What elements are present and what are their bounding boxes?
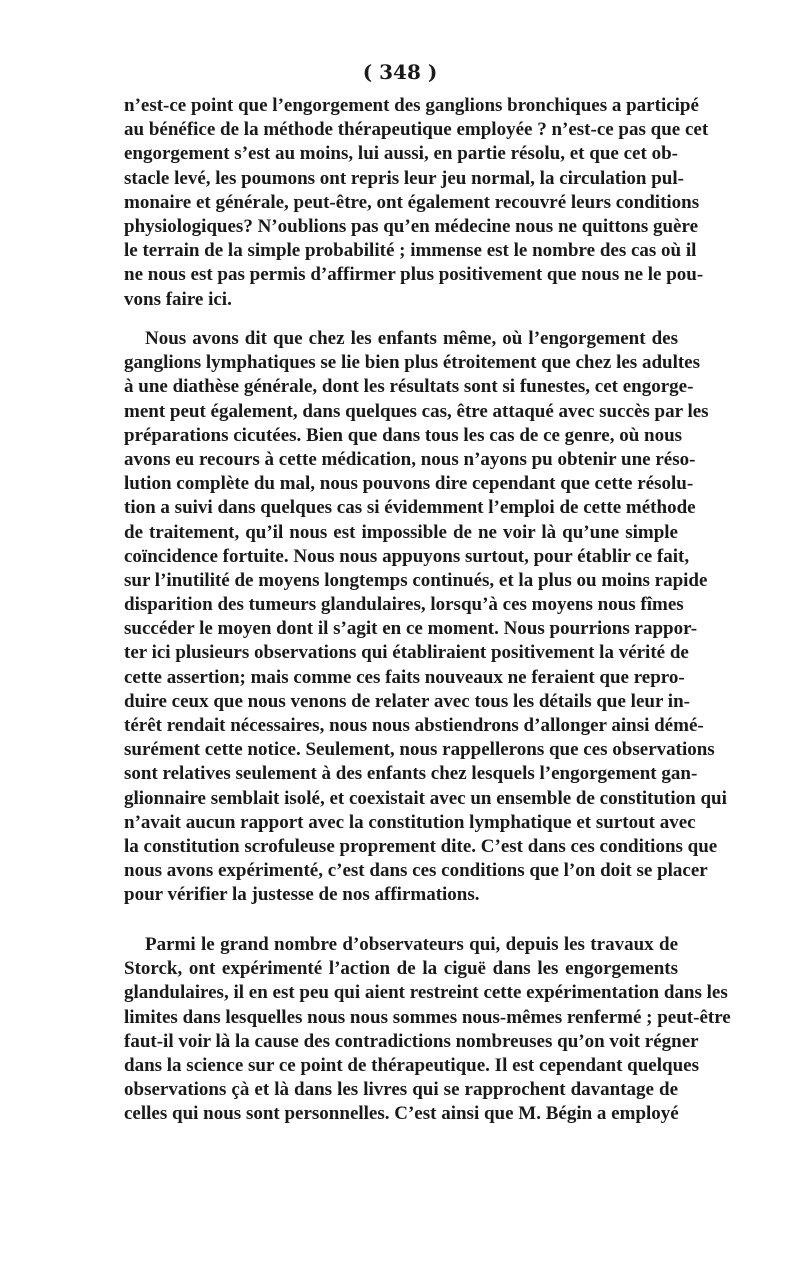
paragraph-3 [124,933,731,1127]
text-line: à une diathèse générale, dont les résultats sont si funestes, cet engorge- [124,376,694,398]
text-line: n’avait aucun rapport avec la constitution lymphatique et surtout avec [124,811,696,833]
text-line: Nous avons dit que chez les enfants même, où l’engorgement des [145,328,678,349]
page-number: ( 348 ) [362,60,438,84]
text-line: surément cette notice. Seulement, nous rappellerons que ces observations [124,739,715,761]
text-line: ment peut également, dans quelques cas, être attaqué avec succès par les [124,400,709,422]
text-line: n’est-ce point que l’engorgement des ganglions bronchiques a participé [124,95,699,116]
text-line: physiologiques? N’oublions pas qu’en médecine nous ne quittons guère [124,215,698,237]
text-line: pour vérifier la justesse de nos affirmations. [124,884,480,906]
text-line: Storck, ont expérimenté l’action de la ciguë dans les engorgements [124,958,678,980]
paragraph-1 [124,94,709,312]
text-line: succéder le moyen dont il s’agit en ce moment. Nous pourrions rappor- [124,618,698,640]
text-line: avons eu recours à cette médication, nous n’ayons pu obtenir une réso- [124,448,696,470]
text-line: celles qui nous sont personnelles. C’est ainsi que M. Bégin a employé [124,1103,679,1125]
text-line: Parmi le grand nombre d’observateurs qui, depuis les travaux de [145,934,678,955]
text-line: préparations cicutées. Bien que dans tous les cas de ce genre, où nous [124,424,683,446]
text-line: dans la science sur ce point de thérapeutique. Il est cependant quelques [124,1054,699,1076]
text-line: sur l’inutilité de moyens longtemps continués, et la plus ou moins rapide [124,569,708,591]
text-line: glandulaires, il en est peu qui aient restreint cette expérimentation dans les [124,982,728,1004]
text-line: ne nous est pas permis d’affirmer plus positivement que nous ne le pou- [124,264,704,286]
text-line: au bénéfice de la méthode thérapeutique employée ? n’est-ce pas que cet [124,119,709,141]
text-line: disparition des tumeurs glandulaires, lorsqu’à ces moyens nous fîmes [124,594,684,616]
text-line: monaire et générale, peut-être, ont également recouvré leurs conditions [124,191,700,213]
paragraph-2 [124,327,727,908]
text-line: coïncidence fortuite. Nous nous appuyons surtout, pour établir ce fait, [124,545,690,567]
text-line: engorgement s’est au moins, lui aussi, en partie résolu, et que cet ob- [124,143,678,165]
text-line: duire ceux que nous venons de relater avec tous les détails que leur in- [124,690,690,712]
text-line: nous avons expérimenté, c’est dans ces conditions que l’on doit se placer [124,860,708,882]
text-line: tion a suivi dans quelques cas si évidemment l’emploi de cette méthode [124,497,696,519]
text-line: ter ici plusieurs observations qui établiraient positivement la vérité de [124,642,689,664]
text-line: lution complète du mal, nous pouvons dire cependant que cette résolu- [124,473,694,495]
text-line: de traitement, qu’il nous est impossible de ne voir là qu’une simple [124,521,678,543]
text-line: limites dans lesquelles nous nous sommes nous-mêmes renfermé ; peut-être [124,1006,731,1028]
text-line: observations çà et là dans les livres qui se rapprochent davantage de [124,1079,678,1101]
text-line: glionnaire semblait isolé, et coexistait avec un ensemble de constitution qui [124,787,727,809]
text-line: le terrain de la simple probabilité ; immense est le nombre des cas où il [124,240,697,262]
text-line: ganglions lymphatiques se lie bien plus étroitement que chez les adultes [124,352,701,374]
text-line: sont relatives seulement à des enfants chez lesquels l’engorgement gan- [124,763,698,785]
text-line: stacle levé, les poumons ont repris leur jeu normal, la circulation pul- [124,167,684,189]
text-line: cette assertion; mais comme ces faits nouveaux ne feraient que repro- [124,666,685,688]
text-line: faut-il voir là la cause des contradictions nombreuses qu’on voit régner [124,1030,699,1052]
text-line: térêt rendait nécessaires, nous nous abstiendrons d’allonger ainsi démé- [124,715,704,736]
text-line: la constitution scrofuleuse proprement dite. C’est dans ces conditions que [124,835,718,857]
text-line: vons faire ici. [124,288,232,310]
